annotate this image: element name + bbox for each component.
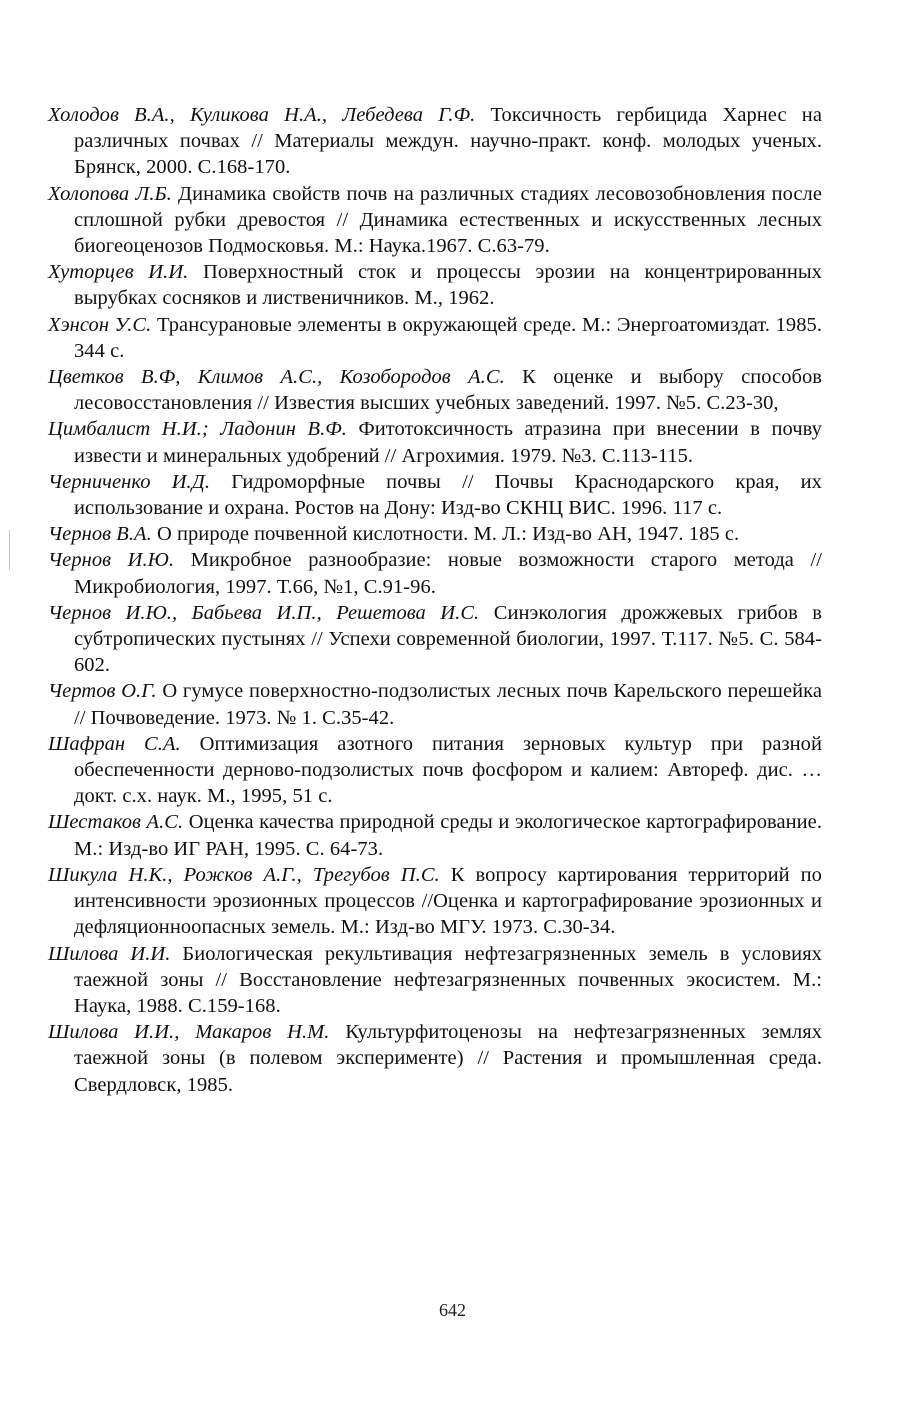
reference-entry	[48, 941, 822, 1020]
reference-author: Чернов И.Ю., Бабьева И.П., Решетова И.С.	[48, 601, 480, 624]
reference-entry	[48, 1019, 822, 1098]
reference-author: Цимбалист Н.И.; Ладонин В.Ф.	[48, 418, 347, 441]
reference-author: Шафран С.А.	[48, 732, 181, 755]
reference-author: Шикула Н.К., Рожков А.Г., Трегубов П.С.	[48, 863, 440, 886]
reference-entry	[48, 364, 822, 416]
reference-author: Холодов В.А., Куликова Н.А., Лебедева Г.Ф.	[48, 104, 476, 126]
reference-text: О природе почвенной кислотности. М. Л.: Изд-во АН, 1947. 185 с.	[156, 523, 740, 546]
reference-text: Гидроморфные почвы // Почвы Краснодарского края, их использование и охрана. Ростов на Дону: Изд-во СКНЦ ВИС. 1996. 117 с.	[74, 470, 822, 520]
reference-entry	[48, 862, 822, 941]
reference-text: Синэкология дрожжевых грибов в субтропических пустынях // Успехи современной биологии, 1997. Т.117. №5. С. 584-602.	[74, 601, 822, 677]
scan-margin-mark	[9, 530, 10, 570]
reference-entry	[48, 312, 822, 364]
reference-author: Черниченко И.Д.	[48, 470, 210, 493]
reference-text: К вопросу картирования территорий по интенсивности эрозионных процессов //Оценка и картографирование эрозионных и дефляционноопасных земель. М.: Изд-во МГУ. 1973. С.30-34.	[74, 863, 822, 939]
reference-text: Трансурановые элементы в окружающей среде. М.: Энергоатомиздат. 1985. 344 с.	[74, 313, 822, 362]
reference-author: Холопова Л.Б.	[48, 182, 172, 205]
reference-text: О гумусе поверхностно-подзолистых лесных почв Карельского перешейка // Почвоведение. 1973. № 1. С.35-42.	[74, 680, 822, 729]
reference-text: Поверхностный сток и процессы эрозии на концентрированных вырубках сосняков и лиственичников. М., 1962.	[74, 261, 822, 310]
reference-text: Фитотоксичность атразина при внесении в почву извести и минеральных удобрений // Агрохимия. 1979. №3. С.113-115.	[74, 418, 822, 467]
reference-author: Шилова И.И.	[48, 942, 171, 965]
reference-text: К оценке и выбору способов лесовосстановления // Известия высших учебных заведений. 1997. №5. С.23-30,	[74, 366, 823, 415]
reference-list	[48, 102, 822, 1098]
reference-entry	[48, 416, 822, 468]
reference-entry	[48, 809, 822, 861]
reference-text: Культурфитоценозы на нефтезагрязненных землях таежной зоны (в полевом эксперименте) // Растения и промышленная среда. Свердловск, 1985.	[74, 1021, 822, 1096]
reference-entry	[48, 521, 822, 547]
reference-author: Шестаков А.С.	[48, 811, 184, 834]
reference-author: Шилова И.И., Макаров Н.М.	[48, 1021, 330, 1044]
reference-text: Биологическая рекультивация нефтезагрязненных земель в условиях таежной зоны // Восстановление нефтезагрязненных почвенных экосистем. М.: Наука, 1988. С.159-168.	[74, 942, 822, 1017]
reference-entry	[48, 600, 822, 679]
reference-text: Оптимизация азотного питания зерновых культур при разной обеспеченности дерново-подзолистых почв фосфором и калием: Автореф. дис. … докт. с.х. наук. М., 1995, 51 с.	[74, 732, 822, 808]
reference-text: Токсичность гербицида Харнес на различных почвах // Материалы междун. научно-практ. конф. молодых ученых. Брянск, 2000. С.168-170.	[74, 104, 822, 179]
reference-author: Цветков В.Ф, Климов А.С., Козобородов А.С.	[48, 366, 505, 389]
reference-entry	[48, 678, 822, 730]
reference-author: Чернов В.А.	[48, 523, 152, 546]
reference-author: Хуторцев И.И.	[48, 261, 189, 284]
reference-text: Микробное разнообразие: новые возможности старого метода // Микробиология, 1997. Т.66, №1, С.91-96.	[74, 549, 822, 598]
reference-entry	[48, 102, 822, 181]
reference-text: Оценка качества природной среды и экологическое картографирование. М.: Изд-во ИГ РАН, 1995. С. 64-73.	[74, 811, 822, 860]
reference-author: Чернов И.Ю.	[48, 549, 175, 572]
reference-text: Динамика свойств почв на различных стадиях лесовозобновления после сплошной рубки древостоя // Динамика естественных и искусственных лесных биогеоценозов Подмосковья. М.: Наука.1967. С.63-79.	[74, 182, 822, 258]
reference-author: Чертов О.Г.	[48, 680, 157, 703]
page-number: 642	[439, 1300, 466, 1320]
reference-entry	[48, 731, 822, 810]
reference-entry	[48, 547, 822, 599]
reference-entry	[48, 181, 822, 260]
reference-author: Хэнсон У.С.	[48, 313, 152, 336]
reference-entry	[48, 259, 822, 311]
reference-entry	[48, 469, 822, 521]
